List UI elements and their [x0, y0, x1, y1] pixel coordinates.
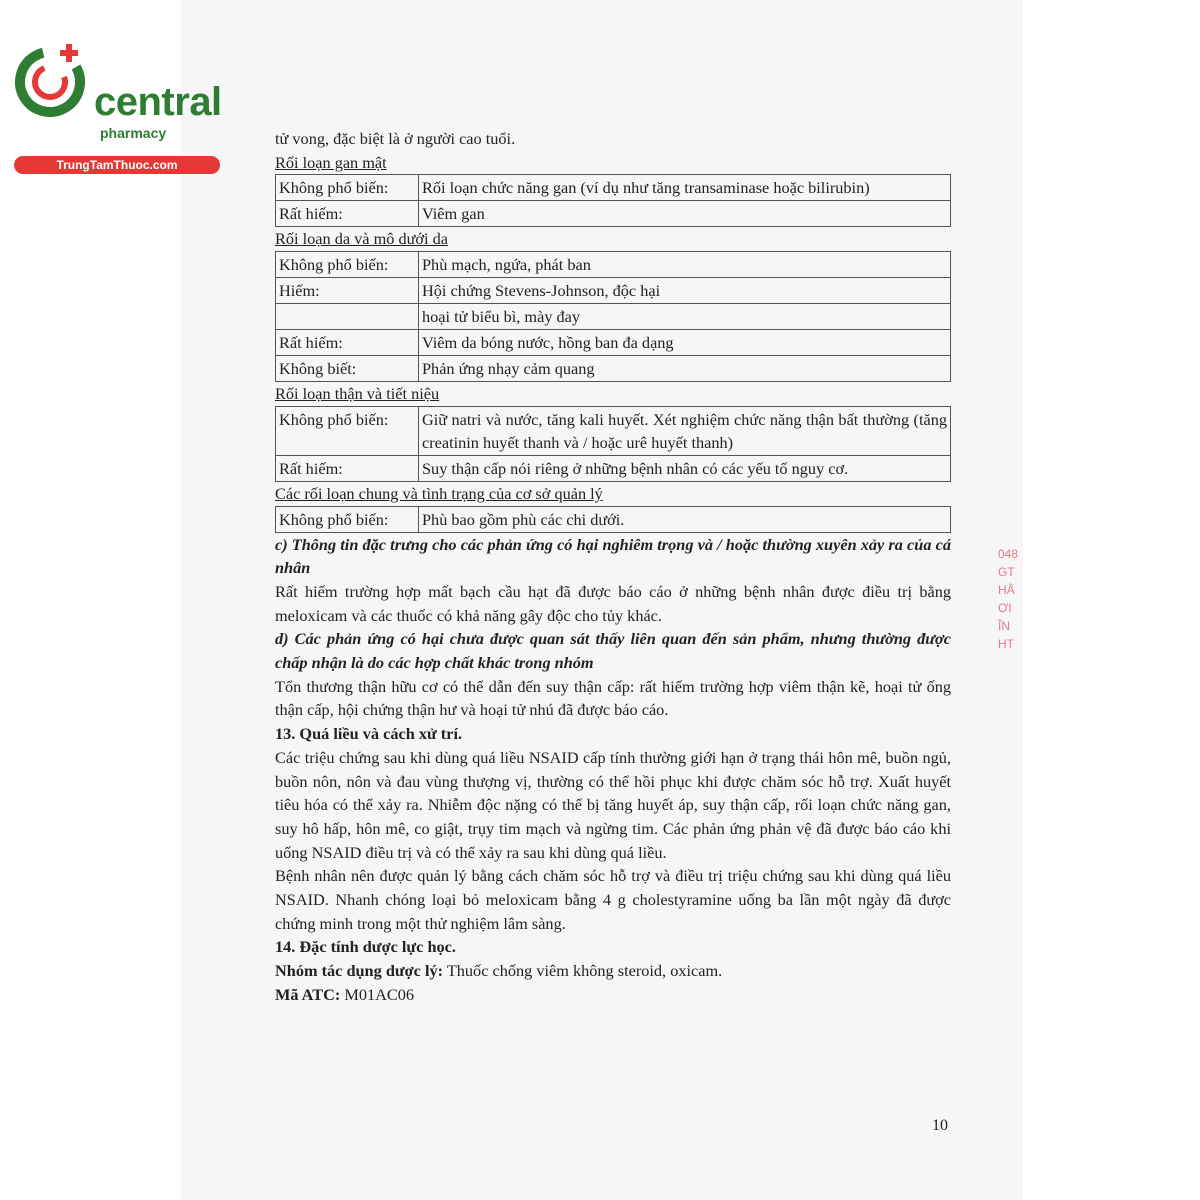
effect-cell: Phù mạch, ngứa, phát ban [419, 252, 951, 278]
effect-cell: Viêm da bóng nước, hồng ban đa dạng [419, 330, 951, 356]
section-13-paragraph: Bệnh nhân nên được quản lý bằng cách chăm sóc hỗ trợ và điều trị triệu chứng sau khi dùng quá liều NSAID. Nhanh chóng loại bỏ meloxicam bằng 4 g cholestyramine uống ba lần một ngày đã được chứng minh trong một thử nghiệm lâm sàng. [275, 866, 951, 933]
stamp-line: ƠI [998, 601, 1012, 615]
part-c-body: Rất hiếm trường hợp mất bạch cầu hạt đã được báo cáo ở những bệnh nhân được điều trị bằng meloxicam và các thuốc có khả năng gây độc cho tủy khác. [275, 581, 951, 625]
adverse-effects-table [275, 506, 951, 533]
table-row [276, 356, 951, 382]
frequency-cell: Rất hiếm: [276, 455, 419, 481]
section-13-heading: 13. Quá liều và cách xử trí. [275, 724, 463, 744]
table-row [276, 175, 951, 201]
frequency-cell: Rất hiếm: [276, 330, 419, 356]
effect-cell: hoại tử biểu bì, mày đay [419, 304, 951, 330]
brand-name: central [94, 80, 222, 124]
frequency-cell: Không phổ biến: [276, 252, 419, 278]
website-banner[interactable]: TrungTamThuoc.com [14, 156, 220, 174]
table-row [276, 252, 951, 278]
partial-stamp [998, 545, 1024, 695]
part-c-heading: c) Thông tin đặc trưng cho các phản ứng có hại nghiêm trọng và / hoặc thường xuyên xảy ra của cá nhân [275, 534, 951, 578]
pharmacy-logo-icon [10, 38, 94, 122]
atc-code-value: M01AC06 [340, 984, 415, 1004]
stamp-line: GT [998, 565, 1015, 579]
effect-cell: Suy thận cấp nói riêng ở những bệnh nhân có các yếu tố nguy cơ. [419, 455, 951, 481]
part-d-body: Tổn thương thận hữu cơ có thể dẫn đến suy thận cấp: rất hiếm trường hợp viêm thận kẽ, hoại tử ống thận cấp, hội chứng thận hư và hoại tử nhú đã được báo cáo. [275, 676, 951, 720]
intro-text: tử vong, đặc biệt là ở người cao tuổi. [275, 129, 516, 148]
central-pharmacy-logo[interactable] [10, 38, 222, 172]
table-row [276, 278, 951, 304]
table-row [276, 330, 951, 356]
table-row [276, 455, 951, 481]
adverse-effects-table [275, 406, 951, 482]
effect-cell: Phản ứng nhạy cảm quang [419, 356, 951, 382]
section-13-paragraph: Các triệu chứng sau khi dùng quá liều NSAID cấp tính thường giới hạn ở trạng thái hôn mê, buồn ngủ, buồn nôn, nôn và đau vùng thượng vị, thường có thể hồi phục khi được chăm sóc hỗ trợ. Xuất huyết tiêu hóa có thể xảy ra. Nhiễm độc nặng có thể bị tăng huyết áp, suy thận cấp, rối loạn chức năng gan, suy hô hấp, hôn mê, co giật, trụy tim mạch và ngừng tim. Các phản ứng phản vệ đã được báo cáo khi uống NSAID điều trị và có thể xảy ra sau khi dùng quá liều. [275, 747, 951, 862]
section-14-heading: 14. Đặc tính dược lực học. [275, 937, 456, 957]
section-heading: Rối loạn da và mô dưới da [275, 229, 448, 249]
effect-cell: Phù bao gồm phù các chi dưới. [419, 506, 951, 532]
atc-code [275, 983, 951, 1007]
frequency-cell: Không biết: [276, 356, 419, 382]
brand-tagline: pharmacy [100, 125, 167, 141]
table-row [276, 506, 951, 532]
stamp-line: HÂ [998, 583, 1015, 597]
table-row [276, 201, 951, 227]
frequency-cell [276, 304, 419, 330]
frequency-cell: Không phổ biến: [276, 406, 419, 455]
table-row [276, 304, 951, 330]
frequency-cell: Không phổ biến: [276, 506, 419, 532]
pharmacologic-group-label: Nhóm tác dụng dược lý: [275, 961, 444, 981]
part-d-heading: d) Các phản ứng có hại chưa được quan sát thấy liên quan đến sản phẩm, nhưng thường được chấp nhận là do các hợp chất khác trong nhóm [275, 629, 951, 673]
pharmacologic-group [275, 959, 951, 983]
atc-code-label: Mã ATC: [275, 984, 341, 1004]
adverse-effects-table [275, 251, 951, 382]
effect-cell: Rối loạn chức năng gan (ví dụ như tăng transaminase hoặc bilirubin) [419, 175, 951, 201]
stamp-line: ĨN [998, 619, 1010, 633]
section-hepatobiliary [275, 151, 951, 228]
frequency-cell: Hiếm: [276, 278, 419, 304]
section-renal [275, 382, 951, 482]
section-heading: Các rối loạn chung và tình trạng của cơ sở quản lý [275, 483, 603, 503]
section-heading: Rối loạn gan mật [275, 152, 387, 172]
effect-cell: Giữ natri và nước, tăng kali huyết. Xét nghiệm chức năng thận bất thường (tăng creatinin huyết thanh và / hoặc urê huyết thanh) [419, 406, 951, 455]
page-number: 10 [932, 1117, 948, 1134]
section-skin [275, 227, 951, 382]
section-general [275, 482, 951, 533]
effect-cell: Hội chứng Stevens-Johnson, độc hại [419, 278, 951, 304]
pharmacologic-group-value: Thuốc chống viêm không steroid, oxicam. [443, 961, 723, 981]
frequency-cell: Không phổ biến: [276, 175, 419, 201]
table-row [276, 406, 951, 455]
effect-cell: Viêm gan [419, 201, 951, 227]
stamp-line: HT [998, 637, 1014, 651]
section-heading: Rối loạn thận và tiết niệu [275, 384, 440, 404]
adverse-effects-table [275, 174, 951, 227]
frequency-cell: Rất hiếm: [276, 201, 419, 227]
document-content [275, 127, 951, 1007]
stamp-line: 048 [998, 547, 1019, 561]
